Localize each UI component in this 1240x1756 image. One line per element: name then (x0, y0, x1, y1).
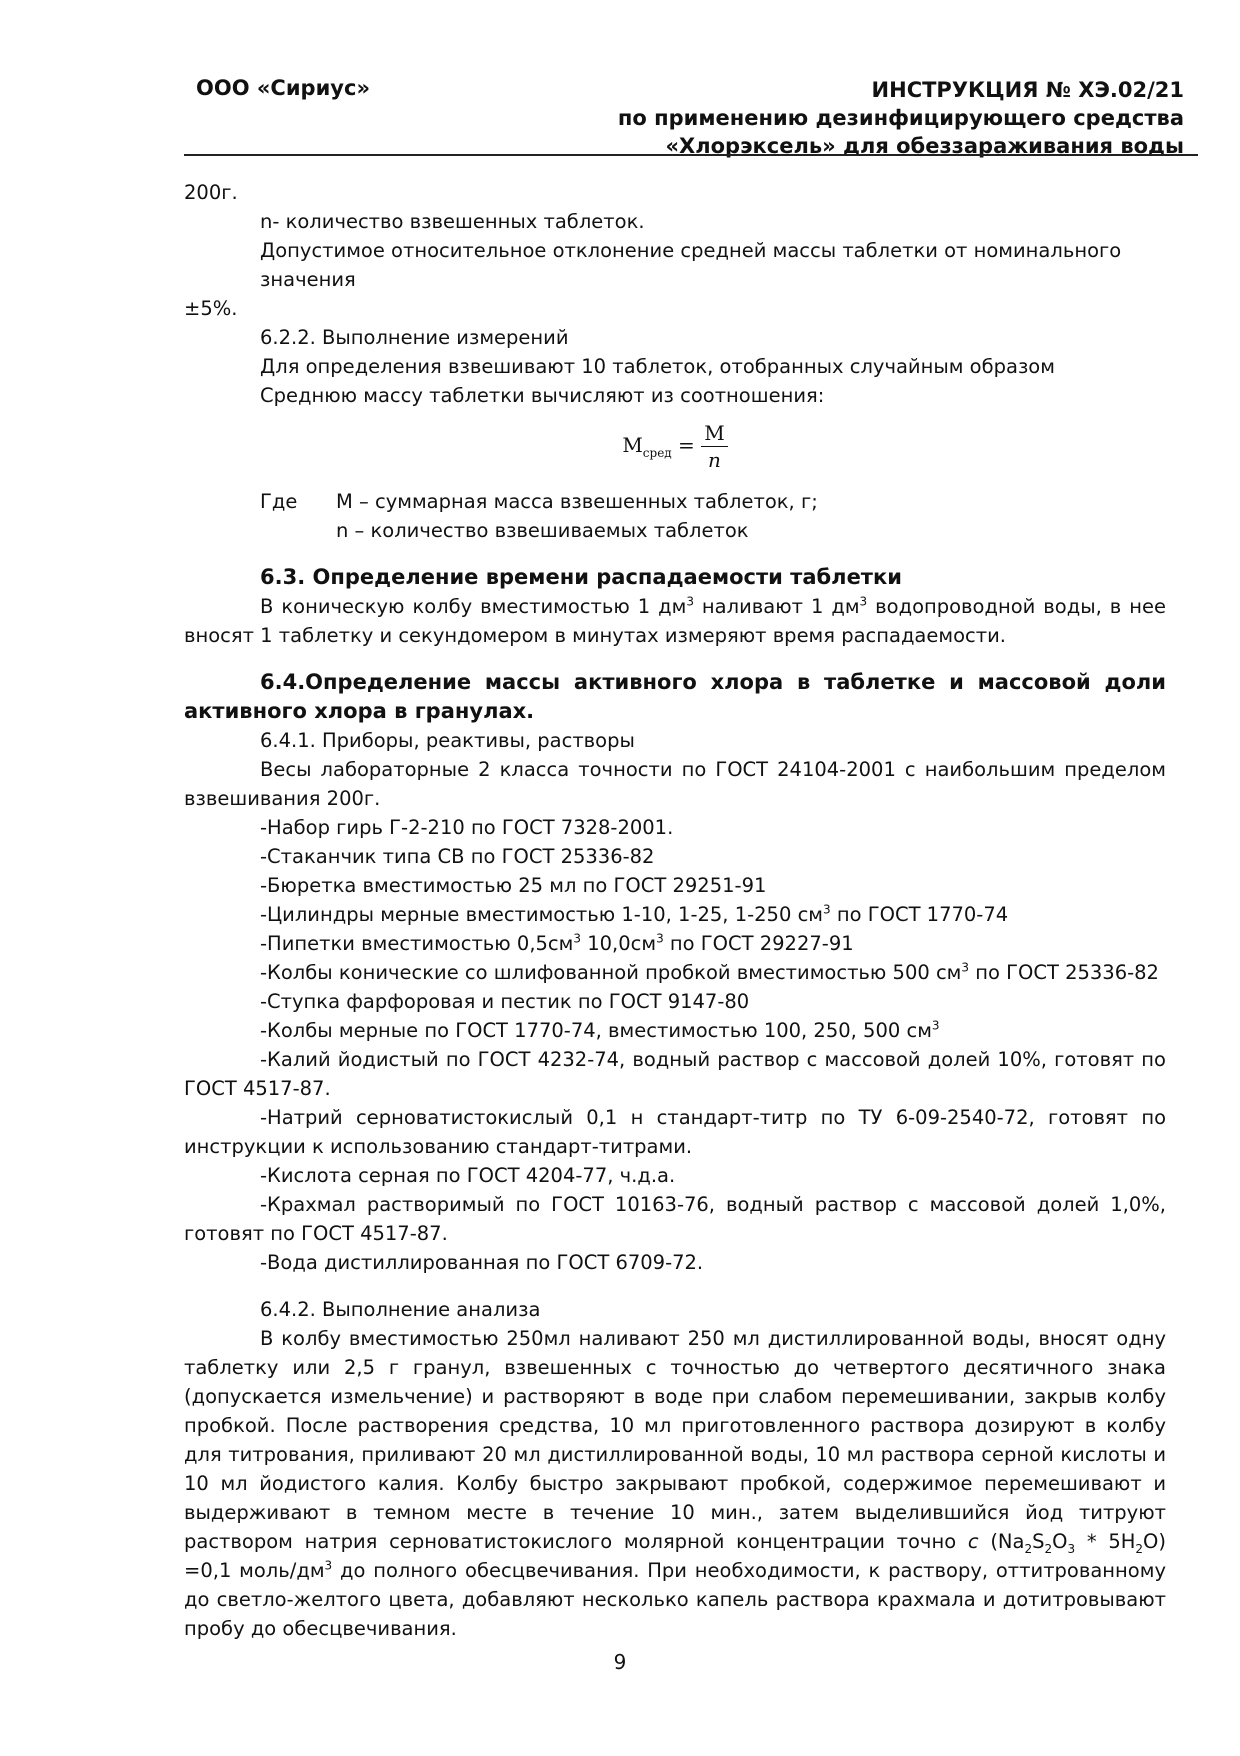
list-distilled-water: -Вода дистиллированная по ГОСТ 6709-72. (260, 1251, 704, 1274)
superscript-3: 3 (656, 931, 664, 946)
list-flasks-a: -Колбы конические со шлифованной пробкой вместимостью 500 см (260, 961, 962, 984)
formula-denominator: n (707, 448, 721, 472)
superscript-3: 3 (823, 902, 831, 917)
analysis-formula-4: * 5H (1075, 1530, 1136, 1553)
superscript-3: 3 (859, 594, 868, 609)
formula-lhs-subscript: сред (642, 446, 672, 460)
where-keyword: Где (260, 490, 298, 513)
list-mortar: -Ступка фарфоровая и пестик по ГОСТ 9147-80 (260, 990, 750, 1013)
list-weights: -Набор гирь Г-2-210 по ГОСТ 7328-2001. (260, 816, 674, 839)
superscript-3: 3 (686, 594, 694, 609)
list-cylinders (184, 900, 1166, 929)
section-6-3-text (184, 592, 1166, 650)
list-scales: Весы лабораторные 2 класса точности по ГОСТ 24104-2001 с наибольшим пределом взвешивания 200г. (184, 758, 1166, 810)
list-conical-flasks (184, 958, 1166, 987)
formula-lhs: M (622, 433, 643, 457)
list-sulfuric-acid: -Кислота серная по ГОСТ 4204-77, ч.д.а. (260, 1164, 676, 1187)
page-number: 9 (613, 1650, 627, 1674)
list-flasks-b: по ГОСТ 25336-82 (969, 961, 1159, 984)
text-deviation: Допустимое относительное отклонение средней массы таблетки от номинального значения (260, 239, 1122, 291)
formula-mean-mass (184, 420, 1166, 473)
list-volumetric-flasks (184, 1016, 1166, 1045)
formula-fraction (701, 420, 727, 473)
section-6-4-2-title: 6.4.2. Выполнение анализа (260, 1298, 541, 1321)
where-M: М – суммарная масса взвешенных таблеток, г; (336, 490, 818, 513)
text-deviation-value: ±5%. (184, 297, 238, 320)
header-doc-purpose: по применению дезинфицирующего средства (617, 106, 1184, 130)
list-starch: -Крахмал растворимый по ГОСТ 10163-76, водный раствор с массовой долей 1,0%, готовят по ГОСТ 4517-87. (184, 1193, 1166, 1245)
superscript-3: 3 (961, 960, 970, 975)
formula-equals: = (671, 433, 702, 457)
list-pipettes-c: по ГОСТ 29227-91 (663, 932, 854, 955)
where-n: n – количество взвешиваемых таблеток (336, 519, 749, 542)
text-weigh-tablets: Для определения взвешивают 10 таблеток, отобранных случайным образом (260, 355, 1055, 378)
subscript-2: 2 (1044, 1541, 1053, 1556)
list-burette: -Бюретка вместимостью 25 мл по ГОСТ 29251-91 (260, 874, 767, 897)
text-6-3-part-c: водопроводной воды, в нее вносят 1 таблетку и секундомером в минутах измеряют время распадаемости. (184, 595, 1166, 647)
header-title-block (618, 76, 1184, 160)
text-n-definition: n- количество взвешенных таблеток. (260, 210, 645, 233)
section-6-3-heading: 6.3. Определение времени распадаемости таблетки (260, 565, 902, 589)
section-6-4-2-text: В колбу вместимостью 250мл наливают 250 мл дистиллированной воды, вносят одну таблетку или 2,5 г гранул, взвешенных с точностью до четвертого десятичного знака (допускается измельчение) и растворяют в воде при слабом перемешивании, закрыв колбу пробкой. После растворения средства, 10 мл приготовленного раствора дозируют в колбу для титрования, приливают 20 мл дистиллированной воды, 10 мл раствора серной кислоты и 10 мл йодистого калия. Колбу быстро закрывают пробкой, содержимое перемешивают и выдерживают в темном месте в течение 10 мин., затем выделившийся йод титруют раствором натрия серноватистокислого молярной концентрации точно c $(Na_2S_2O_3 * 5H_2O) =0,1$ моль/$дм^3$ до полного обесцвечивания. При необходимости, к раствору, оттитрованному до светло-желтого цвета, добавляют несколько капель раствора крахмала и дотитровывают пробу до обесцвечивания. (184, 1327, 1167, 1640)
section-6-2-2-title: 6.2.2. Выполнение измерений (260, 326, 569, 349)
list-volumetric-a: -Колбы мерные по ГОСТ 1770-74, вместимостью 100, 250, 500 см (260, 1019, 932, 1042)
list-pipettes-b: 10,0см (581, 932, 657, 955)
analysis-text-a: В колбу вместимостью 250мл наливают 250 мл дистиллированной воды, вносят одну таблетку или 2,5 г гранул, взвешенных с точностью до четвертого десятичного знака (допускается измельчение) и растворяют в воде при слабом перемешивании, закрыв колбу пробкой. После растворения средства, 10 мл приготовленного раствора дозируют в колбу для титрования, приливают 20 мл дистиллированной воды, 10 мл раствора серной кислоты и 10 мл йодистого калия. Колбу быстро закрывают пробкой, содержимое перемешивают и выдерживают в темном месте в течение 10 мин., затем выделившийся йод титруют раствором натрия серноватистокислого молярной концентрации точно (184, 1327, 1166, 1553)
document-body (184, 178, 1166, 1643)
analysis-formula-2: S (1032, 1530, 1045, 1553)
header-doc-number: ИНСТРУКЦИЯ № ХЭ.02/21 (871, 78, 1184, 102)
section-6-4-1-title: 6.4.1. Приборы, реактивы, растворы (260, 729, 635, 752)
subscript-2: 2 (1135, 1541, 1144, 1556)
list-pipettes (184, 929, 1166, 958)
superscript-3: 3 (324, 1558, 333, 1573)
subscript-2: 2 (1024, 1541, 1033, 1556)
list-pipettes-a: -Пипетки вместимостью 0,5см (260, 932, 574, 955)
analysis-formula-5: O) =0,1 моль/дм (184, 1530, 1167, 1582)
superscript-3: 3 (573, 931, 581, 946)
list-cylinders-b: по ГОСТ 1770-74 (830, 903, 1009, 926)
list-beaker: -Стаканчик типа СВ по ГОСТ 25336-82 (260, 845, 655, 868)
list-potassium-iodide: -Калий йодистый по ГОСТ 4232-74, водный раствор с массовой долей 10%, готовят по ГОСТ 4517-87. (184, 1048, 1166, 1100)
analysis-c-symbol: c (967, 1530, 979, 1553)
text-mean-mass: Среднюю массу таблетки вычисляют из соотношения: (260, 384, 825, 407)
text-6-3-part-a: В коническую колбу вместимостью 1 дм (260, 595, 687, 618)
list-sodium-thiosulfate: -Натрий серноватистокислый 0,1 н стандарт-титр по ТУ 6-09-2540-72, готовят по инструкции к использованию стандарт-титрами. (184, 1106, 1166, 1158)
section-6-4-heading: 6.4.Определение массы активного хлора в таблетке и массовой доли активного хлора в гранулах. (184, 670, 1166, 723)
header-divider (184, 154, 1198, 156)
analysis-formula-1: (Na (978, 1530, 1025, 1553)
formula-numerator: M (701, 420, 727, 447)
analysis-text-d: до полного обесцвечивания. При необходимости, к раствору, оттитрованному до светло-желтого цвета, добавляют несколько капель раствора крахмала и дотитровывают пробу до обесцвечивания. (184, 1559, 1166, 1640)
where-block (184, 487, 1166, 516)
text-6-3-part-b: наливают 1 дм (693, 595, 860, 618)
header-doc-subject: «Хлорэксель» для обеззараживания воды (665, 134, 1184, 158)
analysis-formula-3: O (1052, 1530, 1068, 1553)
header-company: ООО «Сириус» (196, 76, 371, 100)
list-cylinders-a: -Цилиндры мерные вместимостью 1-10, 1-25, 1-250 см (260, 903, 823, 926)
text-200g: 200г. (184, 181, 238, 204)
superscript-3: 3 (931, 1018, 940, 1033)
